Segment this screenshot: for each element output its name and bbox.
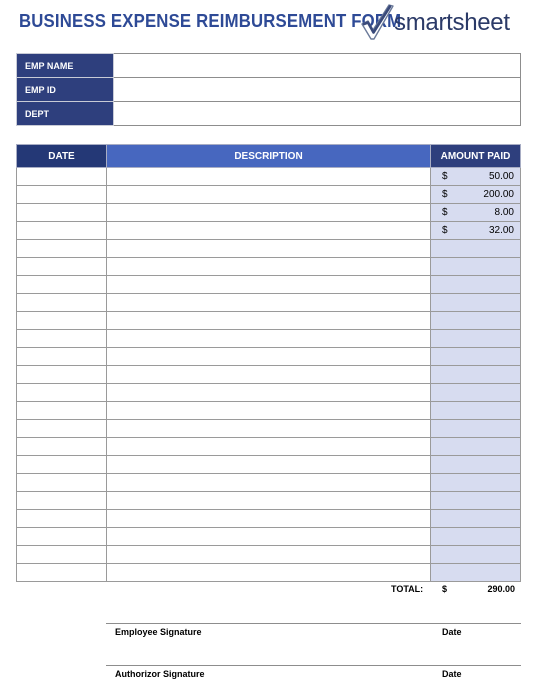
form-title: BUSINESS EXPENSE REIMBURSEMENT FORM <box>19 11 402 31</box>
date-cell[interactable] <box>17 330 107 348</box>
expense-rows <box>17 168 521 582</box>
description-cell[interactable] <box>107 402 431 420</box>
date-cell[interactable] <box>17 438 107 456</box>
date-cell[interactable] <box>17 366 107 384</box>
table-row <box>17 258 521 276</box>
date-cell[interactable] <box>17 168 107 186</box>
description-cell[interactable] <box>107 438 431 456</box>
description-cell[interactable] <box>107 258 431 276</box>
amount-cell[interactable] <box>431 258 521 276</box>
currency-symbol: $ <box>442 225 448 236</box>
amount-cell[interactable] <box>431 186 521 204</box>
date-cell[interactable] <box>17 222 107 240</box>
amount-cell[interactable] <box>431 330 521 348</box>
table-row <box>17 276 521 294</box>
employee-info-table <box>16 53 521 126</box>
amount-cell[interactable] <box>431 492 521 510</box>
currency-symbol: $ <box>442 171 448 182</box>
amount-value: 32.00 <box>488 225 514 236</box>
date-cell[interactable] <box>17 294 107 312</box>
amount-cell[interactable] <box>431 564 521 582</box>
description-cell[interactable] <box>107 330 431 348</box>
checkmark-icon <box>360 2 394 42</box>
total-currency: $ <box>442 584 448 594</box>
date-cell[interactable] <box>17 258 107 276</box>
amount-cell[interactable] <box>431 240 521 258</box>
date-cell[interactable] <box>17 492 107 510</box>
amount-cell[interactable] <box>431 420 521 438</box>
description-cell[interactable] <box>107 168 431 186</box>
emp-name-label: EMP NAME <box>17 54 114 78</box>
description-cell[interactable] <box>107 420 431 438</box>
table-row <box>17 510 521 528</box>
amount-cell[interactable] <box>431 402 521 420</box>
table-row <box>17 222 521 240</box>
authorizer-signature-line[interactable] <box>106 665 521 666</box>
amount-cell[interactable] <box>431 312 521 330</box>
date-cell[interactable] <box>17 240 107 258</box>
emp-id-label: EMP ID <box>17 78 114 102</box>
dept-label: DEPT <box>17 102 114 126</box>
table-row <box>17 564 521 582</box>
date-cell[interactable] <box>17 546 107 564</box>
amount-cell[interactable] <box>431 528 521 546</box>
amount-cell[interactable] <box>431 168 521 186</box>
date-cell[interactable] <box>17 348 107 366</box>
description-column-header: DESCRIPTION <box>107 145 431 168</box>
table-row <box>17 438 521 456</box>
amount-cell[interactable] <box>431 546 521 564</box>
table-row <box>17 312 521 330</box>
description-cell[interactable] <box>107 348 431 366</box>
currency-symbol: $ <box>442 207 448 218</box>
amount-cell[interactable] <box>431 384 521 402</box>
amount-cell[interactable] <box>431 474 521 492</box>
description-cell[interactable] <box>107 384 431 402</box>
table-row <box>17 240 521 258</box>
date-cell[interactable] <box>17 312 107 330</box>
amount-cell[interactable] <box>431 222 521 240</box>
description-cell[interactable] <box>107 312 431 330</box>
amount-cell[interactable] <box>431 294 521 312</box>
amount-cell[interactable] <box>431 348 521 366</box>
dept-field[interactable] <box>114 102 521 126</box>
table-row <box>17 456 521 474</box>
currency-symbol: $ <box>442 189 448 200</box>
logo-text: smartsheet <box>394 9 510 36</box>
amount-cell[interactable] <box>431 366 521 384</box>
table-row <box>17 168 521 186</box>
description-cell[interactable] <box>107 456 431 474</box>
table-row <box>17 384 521 402</box>
table-row <box>17 474 521 492</box>
total-label: TOTAL: <box>391 584 424 594</box>
description-cell[interactable] <box>107 546 431 564</box>
date-cell[interactable] <box>17 384 107 402</box>
table-row <box>17 492 521 510</box>
table-row <box>17 348 521 366</box>
amount-value: 8.00 <box>494 207 514 218</box>
amount-value: 200.00 <box>483 189 514 200</box>
authorizer-signature-label: Authorizor Signature <box>115 669 205 679</box>
emp-id-field[interactable] <box>114 78 521 102</box>
date-column-header: DATE <box>17 145 107 168</box>
table-row <box>17 546 521 564</box>
date-cell[interactable] <box>17 402 107 420</box>
expense-table <box>16 144 521 582</box>
table-row <box>17 204 521 222</box>
info-row-emp-id <box>17 78 521 102</box>
amount-cell[interactable] <box>431 204 521 222</box>
description-cell[interactable] <box>107 492 431 510</box>
amount-cell[interactable] <box>431 438 521 456</box>
employee-signature-line[interactable] <box>106 623 521 624</box>
description-cell[interactable] <box>107 474 431 492</box>
amount-cell[interactable] <box>431 276 521 294</box>
date-cell[interactable] <box>17 474 107 492</box>
table-row <box>17 366 521 384</box>
description-cell[interactable] <box>107 276 431 294</box>
description-cell[interactable] <box>107 510 431 528</box>
table-row <box>17 294 521 312</box>
date-cell[interactable] <box>17 420 107 438</box>
expense-header-row <box>17 145 521 168</box>
smartsheet-logo <box>360 2 530 42</box>
table-row <box>17 402 521 420</box>
description-cell[interactable] <box>107 186 431 204</box>
date-cell[interactable] <box>17 456 107 474</box>
description-cell[interactable] <box>107 528 431 546</box>
authorizer-date-label: Date <box>442 669 462 679</box>
amount-cell[interactable] <box>431 510 521 528</box>
description-cell[interactable] <box>107 294 431 312</box>
table-row <box>17 528 521 546</box>
table-row <box>17 420 521 438</box>
info-row-dept <box>17 102 521 126</box>
description-cell[interactable] <box>107 222 431 240</box>
description-cell[interactable] <box>107 366 431 384</box>
description-cell[interactable] <box>107 240 431 258</box>
date-cell[interactable] <box>17 528 107 546</box>
employee-signature-label: Employee Signature <box>115 627 202 637</box>
amount-column-header: AMOUNT PAID <box>431 145 521 168</box>
description-cell[interactable] <box>107 564 431 582</box>
table-row <box>17 186 521 204</box>
date-cell[interactable] <box>17 186 107 204</box>
info-row-emp-name <box>17 54 521 78</box>
description-cell[interactable] <box>107 204 431 222</box>
date-cell[interactable] <box>17 276 107 294</box>
date-cell[interactable] <box>17 564 107 582</box>
total-value: 290.00 <box>487 584 515 594</box>
amount-cell[interactable] <box>431 456 521 474</box>
date-cell[interactable] <box>17 510 107 528</box>
amount-value: 50.00 <box>488 171 514 182</box>
table-row <box>17 330 521 348</box>
emp-name-field[interactable] <box>114 54 521 78</box>
date-cell[interactable] <box>17 204 107 222</box>
employee-date-label: Date <box>442 627 462 637</box>
